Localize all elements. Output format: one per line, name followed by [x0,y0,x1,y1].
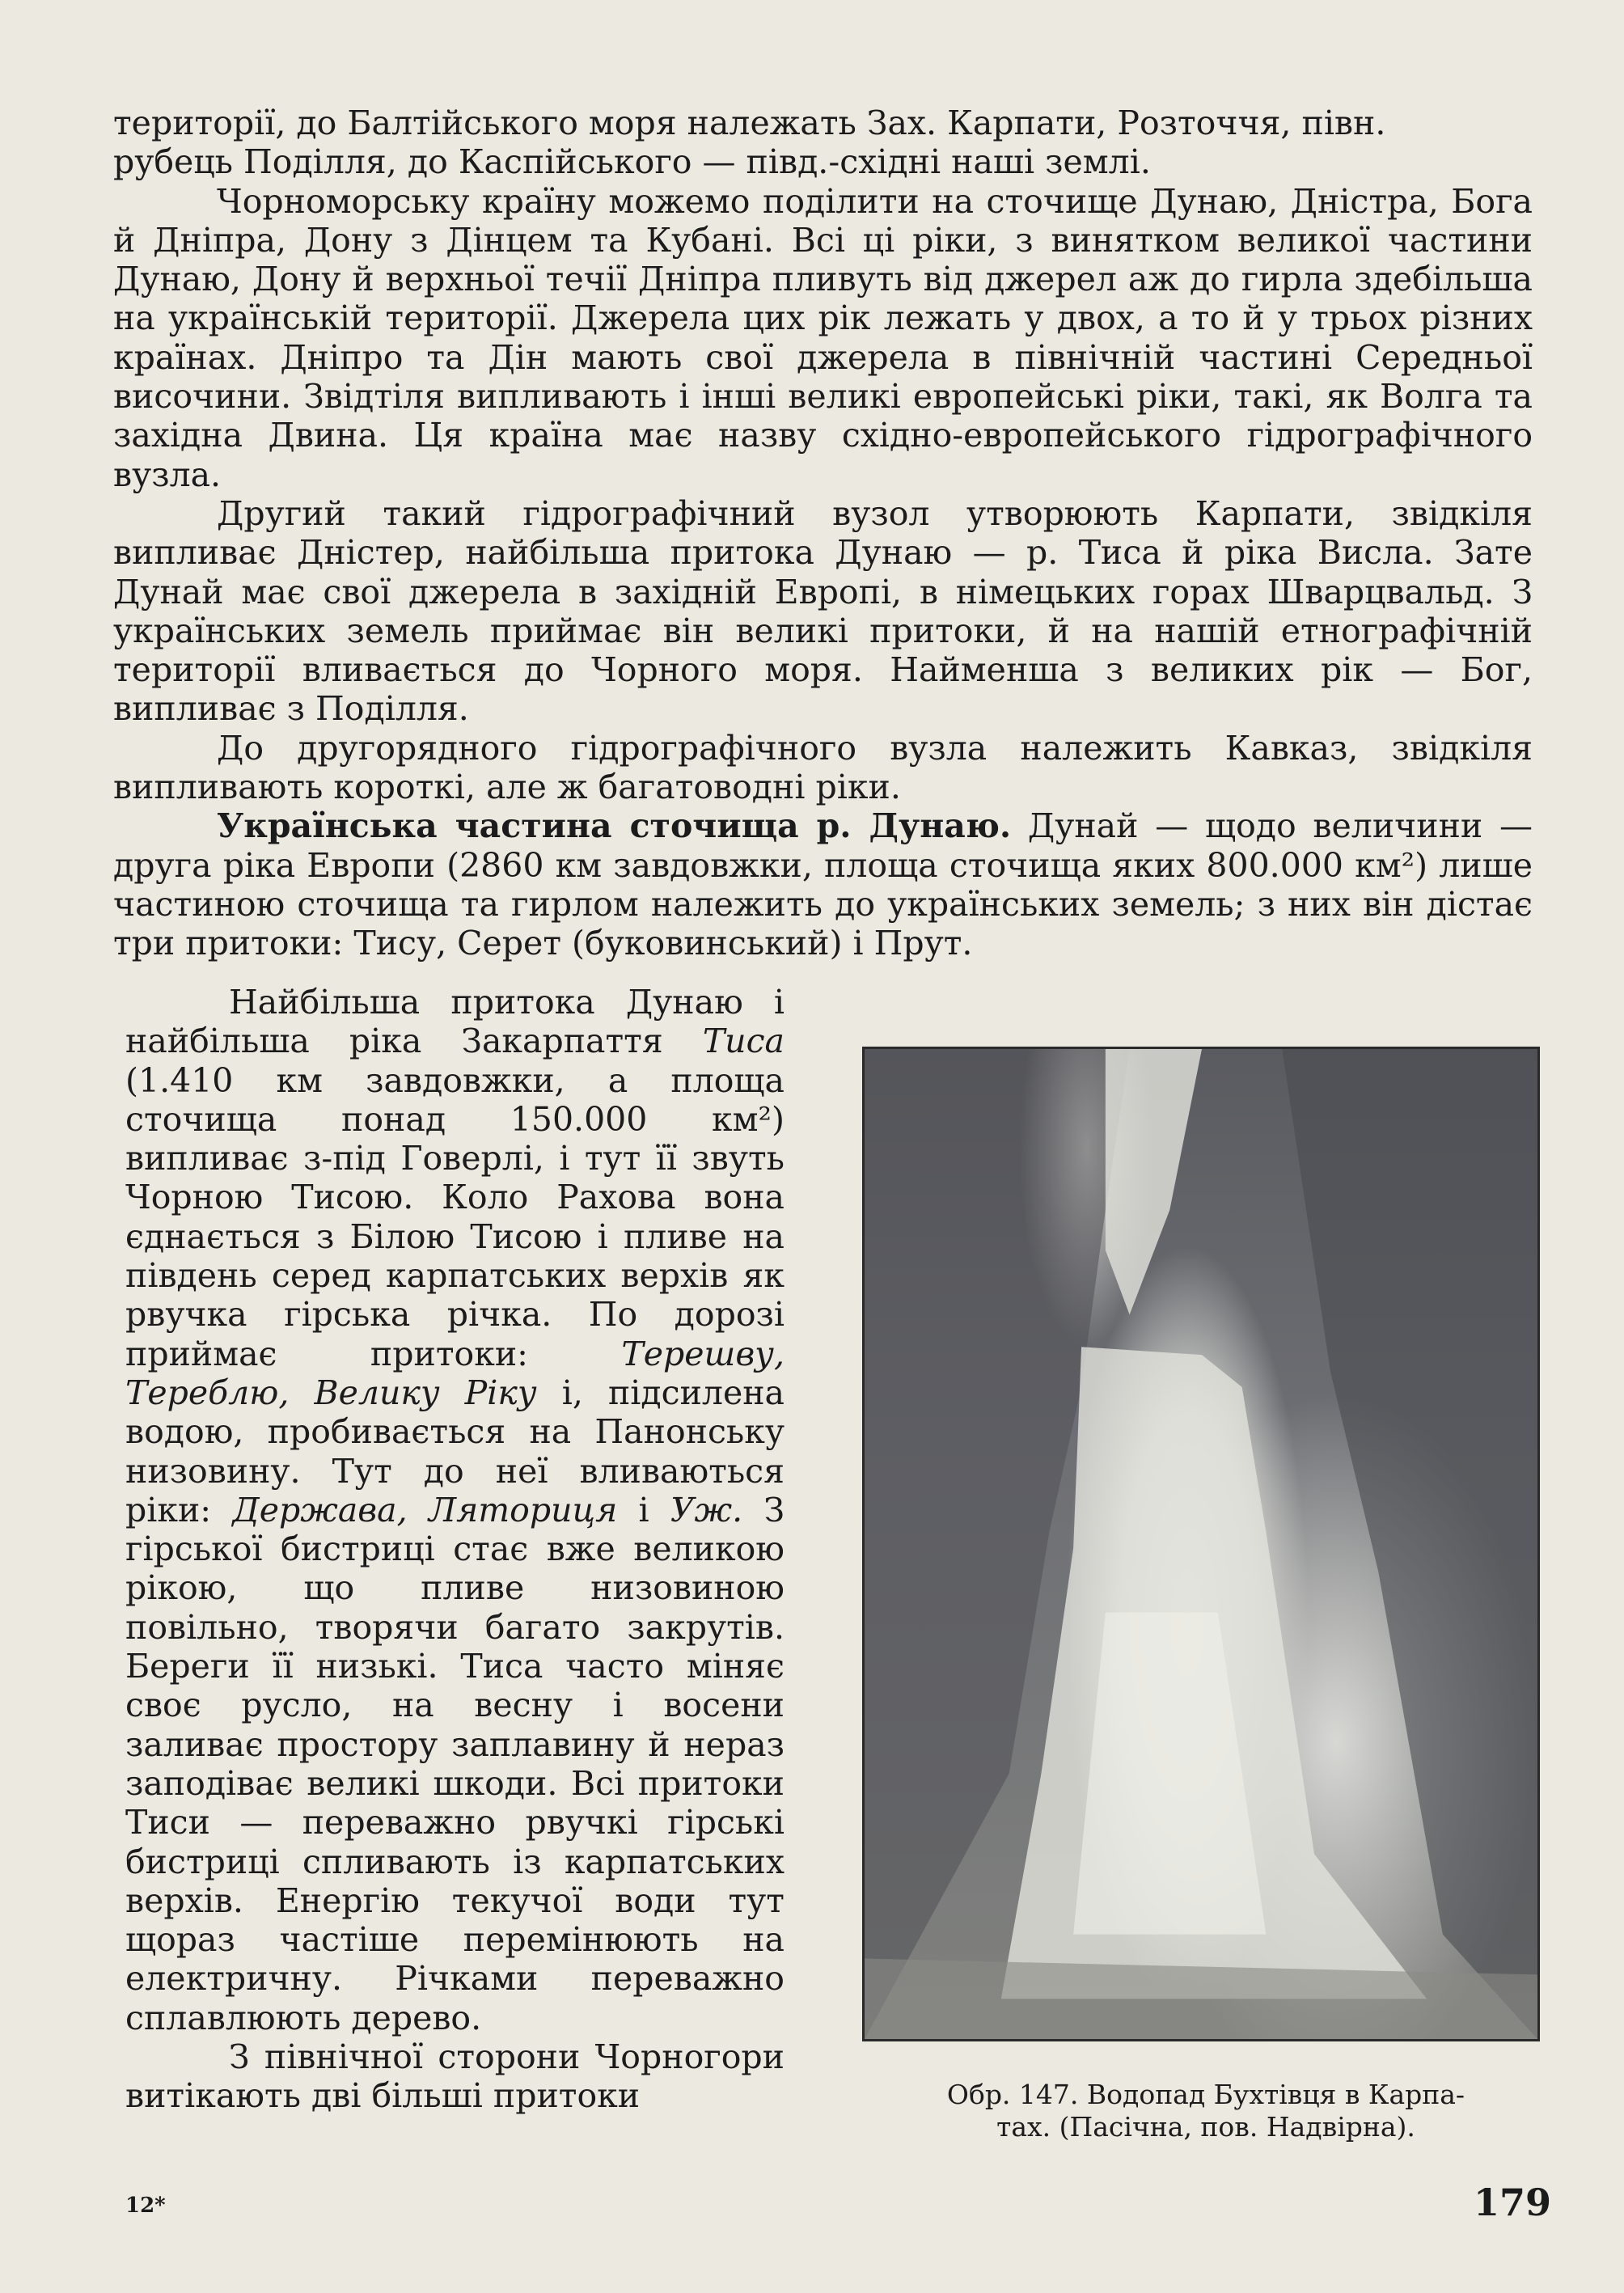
tysa-tributaries: Терешву, Тереблю, Велику Ріку [125,1334,785,1412]
page-number: 179 [1474,2181,1552,2224]
paragraph-carpathian-node: Другий такий гідрографічний вузол утворюють Карпати, звідкіля випливає Дністер, найбільша притока Дунаю — р. Тиса й ріка Висла. Зате Дунай має свої джерела в західній Европі, в німецьких горах Шварцвальд. З українських земель приймає він великі притоки, й на нашій етнографічній території вливається до Чорного моря. Найменша з великих рік — Бог, випливає з Поділля. [113,493,1533,729]
tysa-name: Тиса [702,1022,785,1061]
tysa-text-a: Найбільша притока Дунаю і найбільша ріка Закарпаття [125,983,785,1061]
full-width-text [113,104,1533,963]
caption-line-1: Обр. 147. Водопад Бухтівця в Карпа- [946,2079,1465,2110]
waterfall-image [865,1049,1537,2039]
section-heading: Українська частина сточища р. Дунаю. [217,806,1012,846]
paragraph-caucasus-node: До другорядного гідрографічного вузла належить Кавказ, звідкіля випливають короткі, але ж багатоводні ріки. [113,728,1533,807]
paragraph-tysa [125,983,785,2037]
tysa-text-b: (1.410 км завдовжки, а площа сточища понад 150.000 км²) випливає з-під Говерлі, і тут її звуть Чорною Тисою. Коло Рахова вона єднається з Білою Тисою і пливе на південь серед карпатських верхів як рвучка гірська річка. По дорозі приймає притоки: [125,1060,785,1373]
waterfall-photo [862,1047,1540,2041]
tysa-text-e: З гірської бистриці стає вже великою рікою, що пливе низовиною повільно, творячи багато закрутів. Береги її низькі. Тиса часто міняє своє русло, на весну і восени заливає простору заплавину й нераз заподіває великі шкоди. Всі притоки Тиси — переважно рвучкі гірські бистриці спливають із карпатських верхів. Енергію текучої води тут щораз частіше перемінюють на електричну. Річками переважно сплавлюють дерево. [125,1490,785,2037]
danube-text: Дунай — щодо величини — друга ріка Европи (2860 км завдовжки, площа сточища яких 800.000 км²) лише частиною сточища та гирлом належить до українських земель; з них він дістає три притоки: Тису, Серет (буковинський) і Прут. [113,806,1533,963]
intro-line-2: рубець Поділля, до Каспійського — півд.-східні наші землі. [113,142,1151,182]
tysa-text-d: і [617,1490,670,1529]
signature-mark: 12* [125,2194,166,2218]
left-column-text [125,983,785,2116]
tysa-text-c: і, підсилена водою, пробивається на Панонську низовину. Тут до неї вливаються ріки: [125,1373,785,1529]
tysa-lowland-rivers: Держава, Ляториця [232,1490,618,1529]
paragraph-basins: Чорноморську країну можемо поділити на сточище Дунаю, Дністра, Бога й Дніпра, Дону з Дінцем та Кубані. Всі ці ріки, з винятком великої частини Дунаю, Дону й верхньої течії Дніпра пливуть від джерел аж до гирла здебільша на українській території. Джерела цих рік лежать у двох, а то й у трьох різних країнах. Дніпро та Дін мають свої джерела в північній частині Середньої височини. Звідтіля випливають і інші великі европейські ріки, такі, як Волга та західна Двина. Ця країна має назву східно-европейського гідрографічного вузла. [113,181,1533,494]
figure-caption [862,2079,1550,2143]
river-uzh: Уж. [670,1490,743,1529]
intro-line-1: території, до Балтійського моря належать Зах. Карпати, Розточчя, півн. [113,104,1386,142]
paragraph-chornohora: З північної сторони Чорногори витікають дві більші притоки [125,2037,785,2116]
paragraph-danube-basin [113,806,1533,962]
caption-line-2: тах. (Пасічна, пов. Надвірна). [996,2111,1415,2143]
